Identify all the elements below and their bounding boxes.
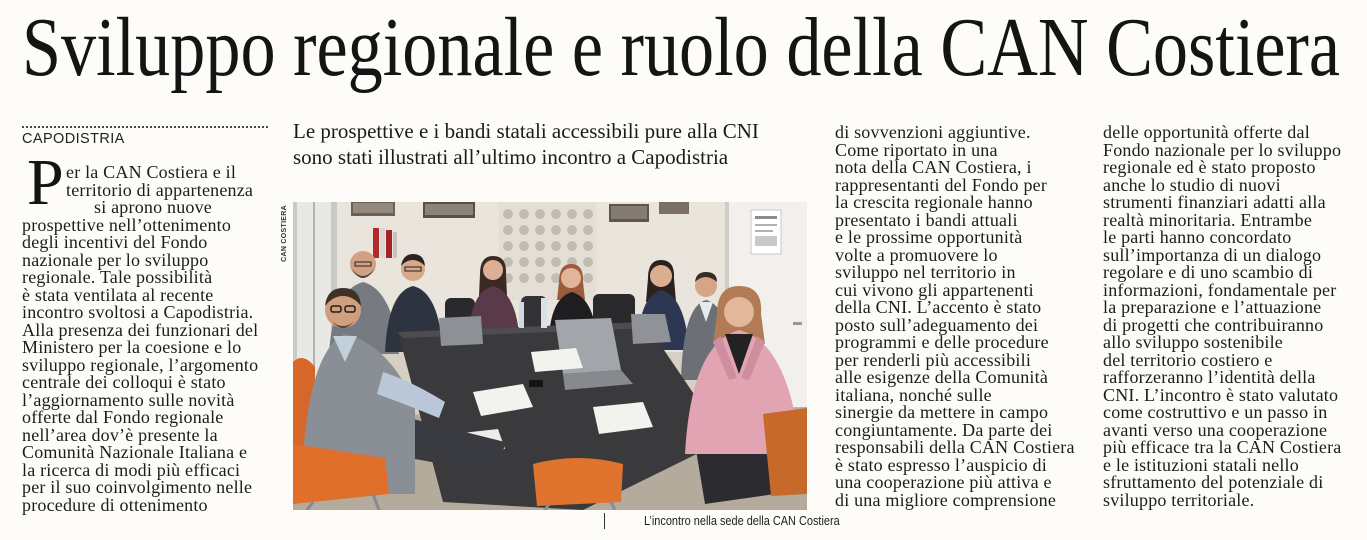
column-1-line-text: è stata ventilata al recente [22,284,214,305]
column-1-line-text: l’aggiornamento sulle novità [22,389,235,410]
column-4-line [1103,334,1353,352]
column-1-line-text: offerte dal Fondo regionale [22,407,224,427]
column-1-line [22,339,270,357]
column-4-line-text: più efficace tra la CAN Costiera [1103,437,1342,457]
column-4-line-text: Fondo nazionale per lo sviluppo [1103,139,1342,160]
article-column-3 [835,124,1078,509]
column-4-line-text: strumenti finanziari adatti alla [1103,192,1326,212]
column-1-line [22,374,270,392]
column-4-line [1103,474,1353,492]
column-3-line [835,439,1078,457]
column-4-line-text: sull’importanza di un dialogo [1103,244,1322,265]
column-4-line-text: e le istituzioni statali nello [1103,454,1299,475]
column-4-line-text: la preparazione e l’attuazione [1103,297,1322,317]
column-4-line-text: anche lo studio di nuovi [1103,174,1281,195]
column-3-line [835,334,1078,352]
column-3-line-text: una cooperazione più attiva e [835,472,1052,492]
column-4-line [1103,124,1353,142]
column-4-line-text: sviluppo territoriale. [1103,489,1255,510]
dateline: CAPODISTRIA [22,131,125,147]
column-1-line [22,269,270,287]
photo-credit: CAN COSTIERA [281,205,288,262]
column-3-line [835,299,1078,317]
article-subheading [293,118,818,170]
column-4-line-text: delle opportunità offerte dal [1103,122,1310,142]
column-3-line [835,404,1078,422]
column-3-line [835,264,1078,282]
column-3-line-text: rappresentanti del Fondo per [835,174,1048,195]
column-4-line [1103,229,1353,247]
column-3-line-text: volte a promuovere lo [835,244,998,265]
column-1-line-text: territorio di appartenenza [66,179,254,200]
subheading-line-text: sono stati illustrati all’ultimo incontro a Capodistria [293,145,729,169]
column-3-line-text: presentato i bandi attuali [835,209,1018,230]
column-1-line-text: incontro svoltosi a Capodistria. [22,302,254,322]
column-4-line-text: regionale ed è stato proposto [1103,157,1316,177]
column-4-line-text: sfruttamento del potenziale di [1103,472,1324,492]
meeting-photo-image [293,202,807,510]
column-1-line-text: er la CAN Costiera e il [66,162,237,182]
column-1-line [22,409,270,427]
column-1-line [22,479,270,497]
column-1-line [22,199,270,217]
column-3-line [835,159,1078,177]
column-4-line [1103,159,1353,177]
column-4-line-text: come costruttivo e un passo in [1103,402,1328,422]
article-headline [22,1,1352,94]
column-3-line-text: italiana, nonché sulle [835,384,992,405]
column-4-line-text: realtà minoritaria. Entrambe [1103,209,1313,230]
column-4-line [1103,299,1353,317]
column-4-line [1103,404,1353,422]
column-3-line [835,194,1078,212]
column-3-line-text: sviluppo nel territorio in [835,262,1016,282]
column-3-line-text: cui vivono gli appartenenti [835,279,1034,300]
column-3-line-text: sinergie da mettere in campo [835,402,1049,422]
column-3-line [835,124,1078,142]
column-3-line [835,369,1078,387]
column-1-line-text: sviluppo regionale, l’argomento [22,354,259,375]
column-1-line-text: si aprono nuove [94,197,212,217]
subheading-line [293,118,818,144]
column-4-line [1103,194,1353,212]
column-4-line [1103,489,1353,510]
column-3-line-text: di una migliore comprensione [835,489,1057,510]
column-4-line-text: le parti hanno concordato [1103,227,1292,247]
column-3-line-text: per renderli più accessibili [835,349,1032,370]
column-4-line-text: rafforzeranno l’identità della [1103,367,1316,387]
column-1-line-text: centrale dei colloqui è stato [22,372,226,392]
column-1-line-text: prospettive nell’ottenimento [22,214,232,235]
column-4-line-text: allo sviluppo sostenibile [1103,332,1283,352]
column-3-line-text: Come riportato in una [835,139,998,160]
meeting-photo [293,202,807,510]
column-1-line [22,234,270,252]
column-1-line-text: procedure di ottenimento [22,494,208,515]
column-3-line-text: della CNI. L’accento è stato [835,297,1042,317]
column-1-line-text: degli incentivi del Fondo [22,232,208,252]
column-4-line-text: informazioni, fondamentale per [1103,279,1337,300]
column-1-line [22,494,270,515]
column-3-line-text: la crescita regionale hanno [835,192,1033,212]
drop-cap: P [27,146,64,219]
article-column-1 [22,164,270,514]
column-4-line [1103,264,1353,282]
dateline-dotted-rule [22,126,268,128]
column-3-line-text: e le prossime opportunità [835,227,1023,247]
column-3-line-text: di sovvenzioni aggiuntive. [835,122,1031,142]
column-3-line-text: è stato espresso l’auspicio di [835,454,1047,475]
column-1-line-text: nazionale per lo sviluppo [22,249,209,270]
column-1-line-text: per il suo coinvolgimento nelle [22,477,253,497]
column-1-line [22,164,270,182]
column-3-line-text: responsabili della CAN Costiera [835,437,1075,457]
column-1-line-text: regionale. Tale possibilità [22,267,213,287]
column-4-line-text: avanti verso una cooperazione [1103,419,1328,440]
photo-caption [607,513,840,529]
column-4-line-text: CNI. L’incontro è stato valutato [1103,384,1339,405]
photo-caption-text: L’incontro nella sede della CAN Costiera [643,513,840,528]
article-headline-text: Sviluppo regionale e ruolo della CAN Costiera [22,1,1341,94]
column-4-line [1103,439,1353,457]
article-column-4 [1103,124,1353,509]
column-3-line-text: alle esigenze della Comunità [835,367,1049,387]
subheading-line-text: Le prospettive e i bandi statali accessibili pure alla CNI [293,119,759,143]
column-3-line-text: nota della CAN Costiera, i [835,157,1032,177]
column-4-line-text: di progetti che contribuiranno [1103,314,1324,335]
column-3-line-text: posto sull’adeguamento dei [835,314,1039,335]
column-3-line [835,229,1078,247]
column-4-line [1103,369,1353,387]
column-1-line-text: la ricerca di modi più efficaci [22,459,241,480]
column-1-line-text: Ministero per la coesione e lo [22,337,242,357]
column-1-line-text: Alla presenza dei funzionari del [22,319,259,340]
column-4-line-text: del territorio costiero e [1103,349,1273,370]
column-3-line-text: congiuntamente. Da parte dei [835,419,1053,440]
column-3-line [835,474,1078,492]
column-4-line-text: regolare e di uno scambio di [1103,262,1314,282]
subheading-line [293,144,818,170]
column-3-line-text: programmi e delle procedure [835,332,1049,352]
column-1-line-text: Comunità Nazionale Italiana e [22,442,248,462]
column-1-line [22,304,270,322]
caption-rule [604,513,605,529]
column-1-line [22,444,270,462]
column-1-line-text: nell’area dov’è presente la [22,424,218,445]
column-3-line [835,489,1078,510]
